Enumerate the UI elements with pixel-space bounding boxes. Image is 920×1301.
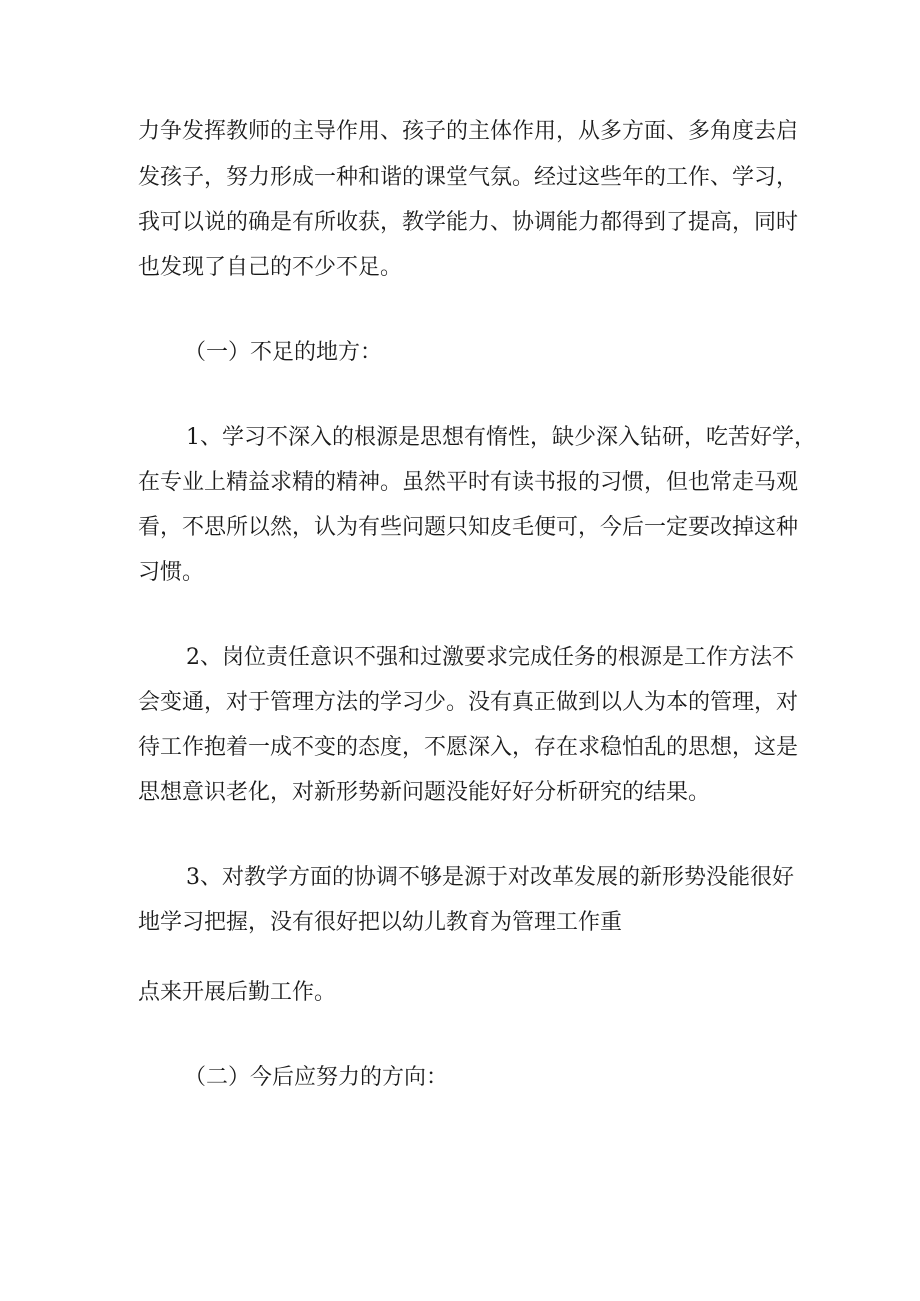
section-heading-deficiencies: （一）不足的地方： <box>184 340 383 365</box>
item-1-line-3: 看，不思所以然，认为有些问题只知皮毛便可，今后一定要改掉这种 <box>138 515 799 540</box>
paragraph-1-line-1: 力争发挥教师的主导作用、孩子的主体作用，从多方面、多角度去启 <box>138 119 799 144</box>
item-2-line-3: 待工作抱着一成不变的态度，不愿深入，存在求稳怕乱的思想，这是 <box>138 735 799 760</box>
paragraph-1-line-4: 也发现了自己的不少不足。 <box>138 255 403 280</box>
item-1-line-1: 1、学习不深入的根源是思想有惰性，缺少深入钻研，吃苦好学， <box>186 425 816 450</box>
paragraph-1-line-2: 发孩子，努力形成一种和谐的课堂气氛。经过这些年的工作、学习， <box>138 165 799 190</box>
item-2-line-2: 会变通，对于管理方法的学习少。没有真正做到以人为本的管理，对 <box>138 690 799 715</box>
item-3-continuation: 点来开展后勤工作。 <box>138 980 337 1005</box>
item-1-line-4: 习惯。 <box>138 560 205 585</box>
item-3-line-1: 3、对教学方面的协调不够是源于对改革发展的新形势没能很好 <box>186 865 794 890</box>
item-3-line-2: 地学习把握，没有很好把以幼儿教育为管理工作重 <box>138 910 623 935</box>
item-2-line-4: 思想意识老化，对新形势新问题没能好好分析研究的结果。 <box>138 780 711 805</box>
section-heading-future-direction: （二）今后应努力的方向： <box>184 1065 449 1090</box>
item-1-line-2: 在专业上精益求精的精神。虽然平时有读书报的习惯，但也常走马观 <box>138 470 799 495</box>
paragraph-1-line-3: 我可以说的确是有所收获，教学能力、协调能力都得到了提高，同时 <box>138 210 799 235</box>
item-2-line-1: 2、岗位责任意识不强和过激要求完成任务的根源是工作方法不 <box>186 645 794 670</box>
